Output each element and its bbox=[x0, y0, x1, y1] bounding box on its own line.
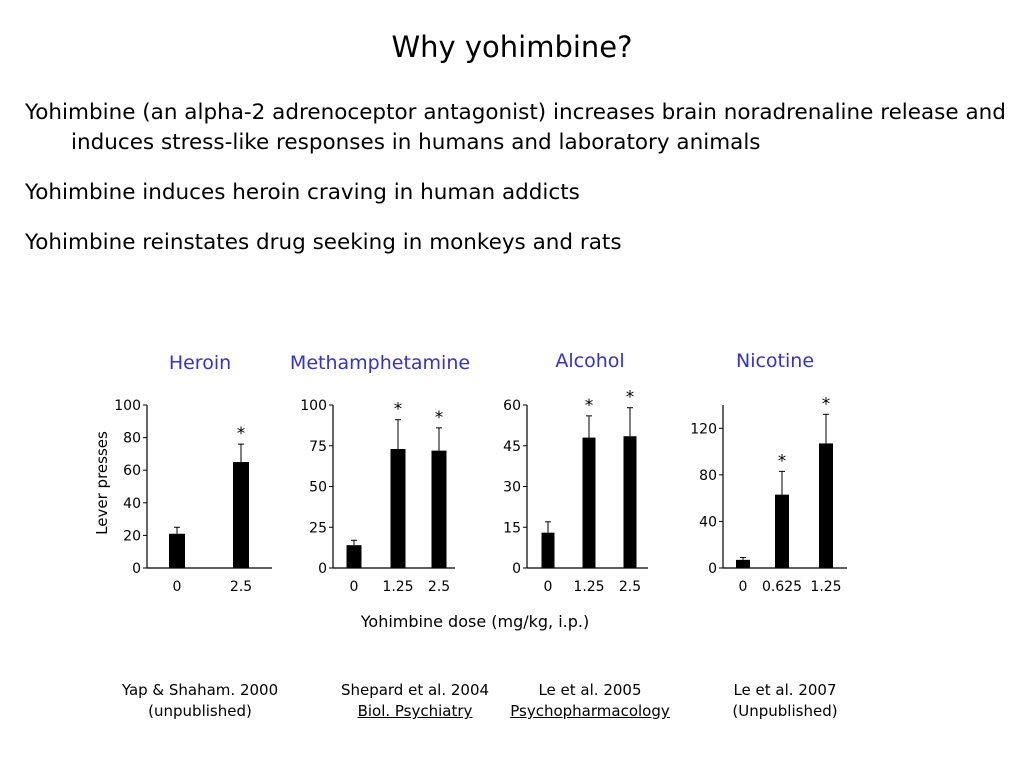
reference-journal-link[interactable]: Psychopharmacology bbox=[510, 702, 670, 720]
y-tick-label-heroin: 20 bbox=[123, 528, 141, 545]
bullet-noradrenaline: Yohimbine (an alpha-2 adrenoceptor antagonist) increases brain noradrenaline release and induces stress-like responses in humans and laboratory animals bbox=[25, 100, 1006, 155]
bar-methamphetamine bbox=[347, 545, 362, 568]
y-tick-label-methamphetamine: 0 bbox=[318, 561, 327, 577]
y-tick-label-heroin: 100 bbox=[114, 398, 141, 414]
x-tick-label-alcohol: 0 bbox=[543, 579, 553, 595]
chart-title-nicotine: Nicotine bbox=[735, 350, 815, 372]
bar-heroin bbox=[169, 534, 185, 568]
y-tick-label-methamphetamine: 75 bbox=[309, 438, 327, 455]
significance-star-heroin: * bbox=[236, 424, 246, 445]
y-tick-label-alcohol: 30 bbox=[503, 479, 521, 496]
y-tick-label-heroin: 40 bbox=[123, 495, 141, 512]
reference-methamphetamine bbox=[315, 680, 515, 722]
reference-journal-link[interactable]: Biol. Psychiatry bbox=[357, 702, 473, 720]
slide-title: Why yohimbine? bbox=[391, 30, 633, 64]
chart-title-alcohol: Alcohol bbox=[555, 350, 625, 372]
significance-star-nicotine: * bbox=[777, 451, 787, 472]
chart-title-heroin: Heroin bbox=[168, 352, 232, 374]
x-tick-label-alcohol: 1.25 bbox=[573, 579, 605, 595]
y-tick-label-heroin: 0 bbox=[132, 561, 141, 577]
bullet-reinstatement: Yohimbine reinstates drug seeking in monkeys and rats bbox=[25, 230, 622, 255]
y-tick-label-heroin: 80 bbox=[123, 430, 141, 447]
bar-alcohol bbox=[624, 436, 637, 568]
x-axis-label: Yohimbine dose (mg/kg, i.p.) bbox=[360, 612, 590, 631]
y-tick-label-nicotine: 120 bbox=[690, 421, 717, 438]
chart-title-methamphetamine: Methamphetamine bbox=[289, 352, 471, 374]
reference-source: (Unpublished) bbox=[732, 702, 838, 720]
bar-nicotine bbox=[775, 495, 789, 568]
bar-methamphetamine bbox=[391, 449, 406, 568]
y-tick-label-methamphetamine: 50 bbox=[309, 479, 327, 496]
y-tick-label-heroin: 60 bbox=[123, 463, 141, 480]
significance-star-alcohol: * bbox=[625, 387, 635, 408]
significance-star-methamphetamine: * bbox=[393, 399, 403, 420]
y-tick-label-methamphetamine: 25 bbox=[309, 520, 327, 537]
y-tick-label-alcohol: 15 bbox=[503, 520, 521, 537]
y-tick-label-alcohol: 45 bbox=[503, 438, 521, 455]
x-tick-label-methamphetamine: 0 bbox=[349, 579, 359, 595]
reference-authors: Yap & Shaham. 2000 bbox=[121, 681, 279, 699]
bullet-heroin-craving: Yohimbine induces heroin craving in human addicts bbox=[25, 180, 580, 205]
bar-nicotine bbox=[819, 443, 833, 568]
bar-heroin bbox=[233, 462, 249, 568]
bar-methamphetamine bbox=[432, 451, 447, 568]
reference-heroin bbox=[100, 680, 300, 722]
y-tick-label-methamphetamine: 100 bbox=[300, 398, 327, 414]
reference-source: (unpublished) bbox=[148, 702, 252, 720]
y-axis-label: Lever presses bbox=[93, 431, 111, 535]
x-tick-label-nicotine: 0 bbox=[738, 579, 748, 595]
x-tick-label-heroin: 2.5 bbox=[229, 579, 253, 595]
y-tick-label-nicotine: 40 bbox=[699, 514, 717, 531]
x-tick-label-heroin: 0 bbox=[172, 579, 182, 595]
x-tick-label-nicotine: 0.625 bbox=[761, 579, 803, 595]
significance-star-nicotine: * bbox=[821, 394, 831, 415]
bar-alcohol bbox=[542, 533, 555, 568]
y-tick-label-nicotine: 80 bbox=[699, 467, 717, 484]
bar-nicotine bbox=[736, 560, 750, 568]
x-tick-label-nicotine: 1.25 bbox=[810, 579, 842, 595]
reference-authors: Le et al. 2005 bbox=[538, 681, 642, 699]
x-tick-label-alcohol: 2.5 bbox=[618, 579, 642, 595]
x-tick-label-methamphetamine: 2.5 bbox=[427, 579, 451, 595]
y-tick-label-alcohol: 0 bbox=[512, 561, 521, 577]
significance-star-methamphetamine: * bbox=[434, 407, 444, 428]
y-tick-label-nicotine: 0 bbox=[708, 561, 717, 577]
reference-alcohol bbox=[490, 680, 690, 722]
reference-authors: Le et al. 2007 bbox=[733, 681, 837, 699]
y-tick-label-alcohol: 60 bbox=[503, 398, 521, 414]
reference-nicotine bbox=[685, 680, 885, 722]
reference-authors: Shepard et al. 2004 bbox=[340, 681, 490, 699]
x-tick-label-methamphetamine: 1.25 bbox=[382, 579, 414, 595]
bar-alcohol bbox=[583, 438, 596, 568]
significance-star-alcohol: * bbox=[584, 395, 594, 416]
